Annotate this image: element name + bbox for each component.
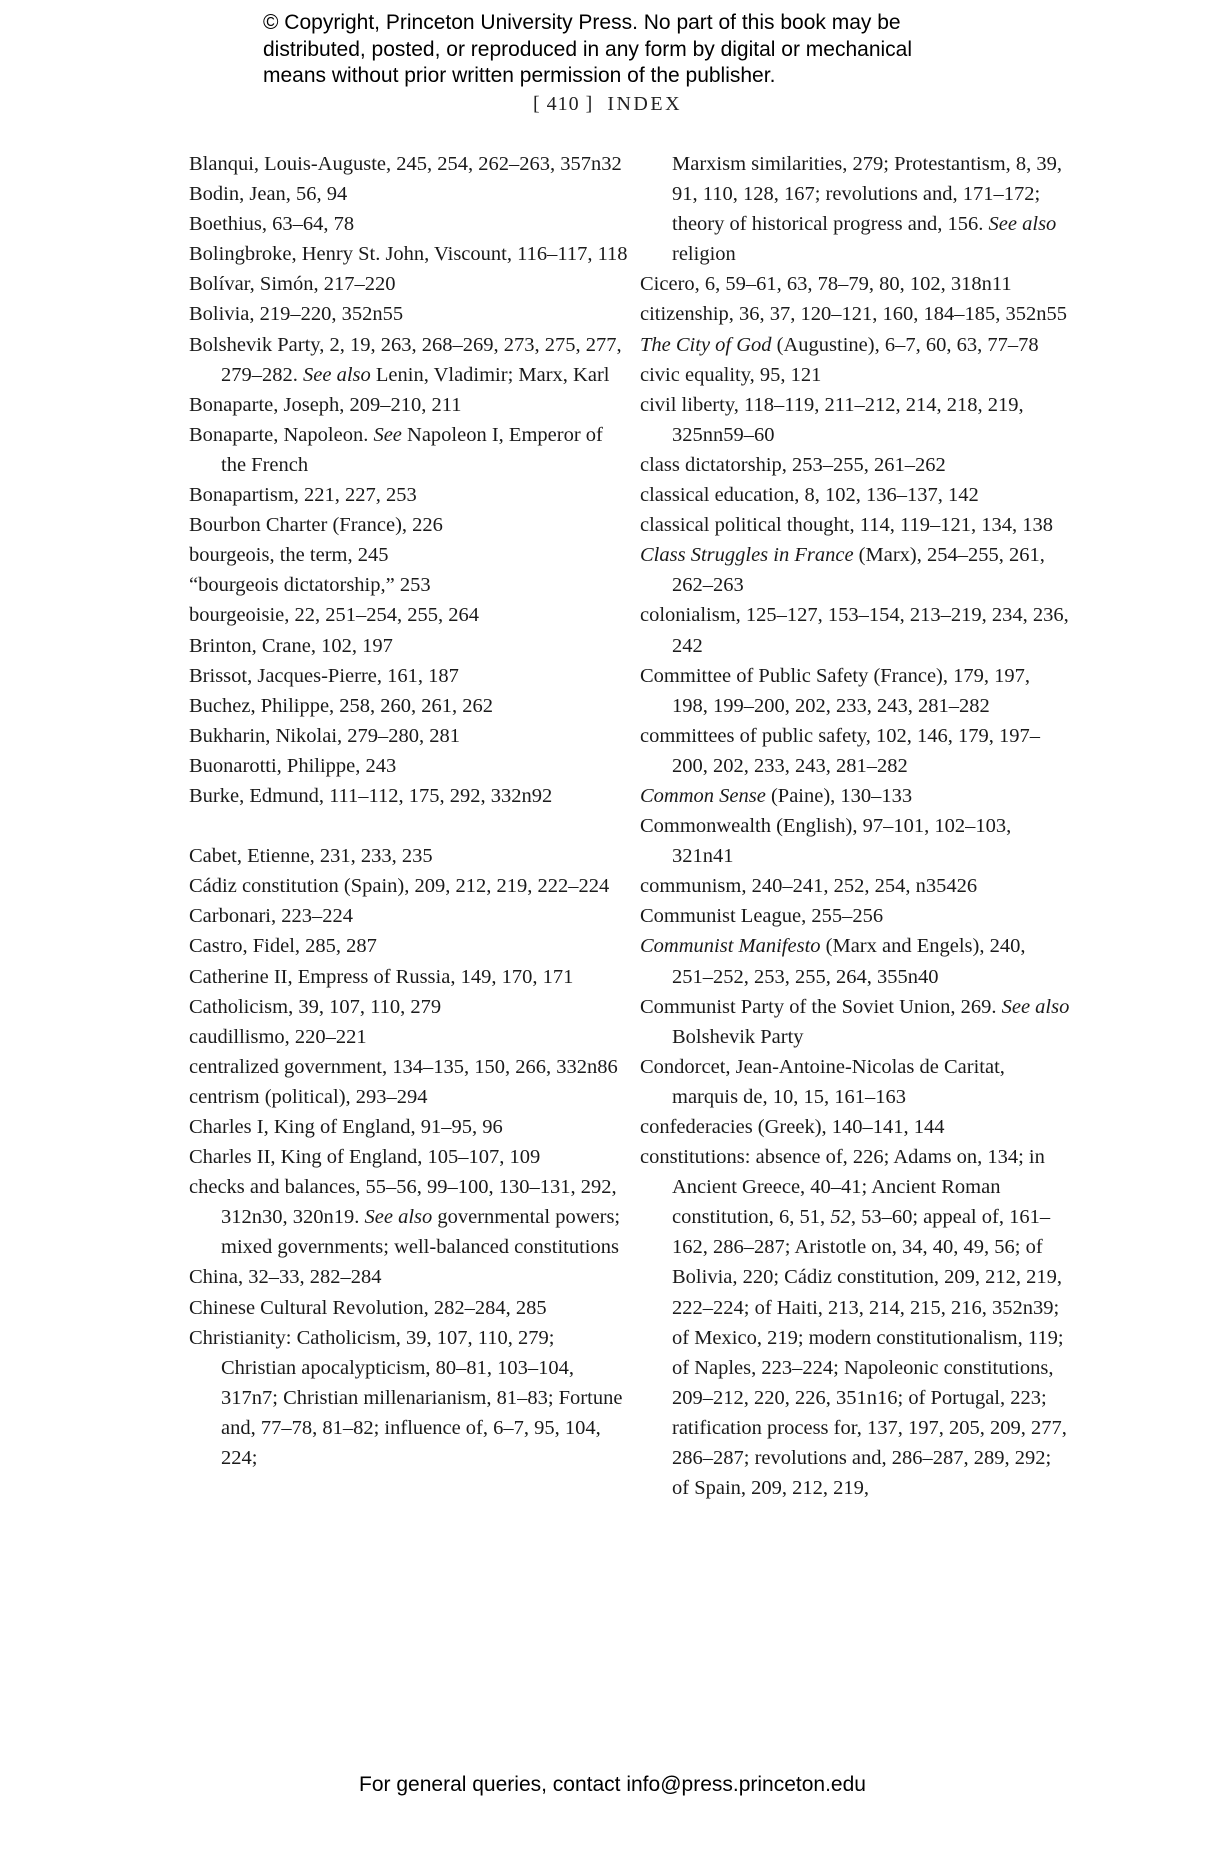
entry-text: Bonaparte, Joseph, 209–210, 211 — [189, 393, 462, 416]
footer-contact: For general queries, contact info@press.princeton.edu — [359, 1773, 866, 1796]
entry-text: Carbonari, 223–224 — [189, 905, 353, 928]
index-column-left — [189, 149, 629, 1473]
entry-text: China, 32–33, 282–284 — [189, 1266, 382, 1289]
entry-italic-text: 52 — [830, 1206, 851, 1229]
index-entry — [189, 841, 629, 871]
entry-text: constitutions: absence of, 226; Adams on, 134; in Ancient Greece, 40–41; Ancient Roman constitution, 6, 51, — [640, 1146, 1045, 1229]
entry-text: Bukharin, Nikolai, 279–280, 281 — [189, 724, 461, 747]
entry-text: class dictatorship, 253–255, 261–262 — [640, 453, 946, 476]
running-header — [533, 93, 682, 116]
index-entry — [189, 751, 629, 781]
index-entry — [640, 1112, 1070, 1142]
index-entry — [640, 1052, 1070, 1112]
index-entry — [189, 1172, 629, 1262]
index-entry — [189, 901, 629, 931]
index-entry — [189, 721, 629, 751]
index-column-right — [640, 149, 1070, 1503]
index-entry — [189, 1022, 629, 1052]
index-entry — [640, 360, 1070, 390]
index-entry — [189, 1323, 629, 1473]
entry-text: bourgeois, the term, 245 — [189, 544, 389, 567]
entry-text: Bonapartism, 221, 227, 253 — [189, 484, 417, 507]
entry-text: Bolivia, 219–220, 352n55 — [189, 303, 404, 326]
index-entry — [189, 1142, 629, 1172]
entry-text: Cabet, Etienne, 231, 233, 235 — [189, 845, 433, 868]
index-entry — [189, 992, 629, 1022]
entry-text: Lenin, Vladimir; Marx, Karl — [370, 363, 610, 386]
index-entry — [189, 931, 629, 961]
index-entry — [189, 631, 629, 661]
index-entry — [189, 600, 629, 630]
index-entry — [189, 1082, 629, 1112]
index-entry — [189, 179, 629, 209]
index-entry — [189, 1052, 629, 1082]
index-entry — [640, 540, 1070, 600]
entry-text: Castro, Fidel, 285, 287 — [189, 935, 377, 958]
index-entry — [189, 962, 629, 992]
entry-text: Blanqui, Louis-Auguste, 245, 254, 262–263, 357n32 — [189, 153, 622, 175]
entry-text: Burke, Edmund, 111–112, 175, 292, 332n92 — [189, 784, 553, 807]
index-entry — [640, 992, 1070, 1052]
index-entry — [189, 570, 629, 600]
entry-text: Catholicism, 39, 107, 110, 279 — [189, 995, 442, 1018]
entry-text: Buonarotti, Philippe, 243 — [189, 754, 397, 777]
entry-text: Bolshevik Party — [672, 1025, 804, 1048]
index-entry — [189, 691, 629, 721]
section-title: INDEX — [607, 93, 683, 115]
index-entry — [640, 330, 1070, 360]
entry-text: Bolingbroke, Henry St. John, Viscount, 116–117, 118 — [189, 243, 628, 266]
letter-group-gap — [189, 811, 629, 841]
index-entry — [189, 420, 629, 480]
index-entry-continued — [640, 149, 1070, 269]
entry-text: colonialism, 125–127, 153–154, 213–219, 234, 236, 242 — [640, 604, 1069, 657]
entry-text: Communist League, 255–256 — [640, 905, 884, 928]
entry-text: classical political thought, 114, 119–121, 134, 138 — [640, 514, 1053, 537]
entry-text: religion — [672, 243, 736, 266]
page-number: [ 410 ] — [533, 93, 594, 115]
index-entry — [640, 510, 1070, 540]
index-entry — [189, 1293, 629, 1323]
index-entry — [189, 1262, 629, 1292]
entry-text: checks and balances, 55–56, 99–100, 130–131, 292, 312n30, 320n19. — [189, 1176, 617, 1229]
index-entry — [640, 480, 1070, 510]
entry-text: Bolívar, Simón, 217–220 — [189, 273, 396, 296]
entry-text: communism, 240–241, 252, 254, n35426 — [640, 875, 978, 898]
index-entry — [189, 510, 629, 540]
entry-text: Christianity: Catholicism, 39, 107, 110, 279; Christian apocalypticism, 80–81, 103–104, 317n7; Christian millenarianism, 81–83; Fortune and, 77–78, 81–82; influence of, 6–7, 95, 104, 224; — [189, 1326, 623, 1470]
entry-italic-text: See also — [988, 213, 1057, 236]
entry-text: Napoleon I, Emperor of the French — [221, 423, 603, 476]
entry-text: Cicero, 6, 59–61, 63, 78–79, 80, 102, 318n11 — [640, 273, 1012, 296]
entry-text: Commonwealth (English), 97–101, 102–103, 321n41 — [640, 815, 1012, 868]
entry-italic-text: The City of God — [640, 333, 772, 356]
index-entry — [189, 540, 629, 570]
entry-text: civil liberty, 118–119, 211–212, 214, 218, 219, 325nn59–60 — [640, 393, 1024, 446]
entry-italic-text: See also — [364, 1206, 433, 1229]
entry-text: civic equality, 95, 121 — [640, 363, 822, 386]
index-entry — [640, 1142, 1070, 1503]
entry-text: Bonaparte, Napoleon. — [189, 423, 374, 446]
index-entry — [640, 931, 1070, 991]
index-entry — [189, 871, 629, 901]
entry-text: citizenship, 36, 37, 120–121, 160, 184–185, 352n55 — [640, 303, 1068, 326]
index-entry — [189, 299, 629, 329]
entry-italic-text: Communist Manifesto — [640, 935, 821, 958]
entry-text: classical education, 8, 102, 136–137, 142 — [640, 484, 979, 507]
entry-text: Cádiz constitution (Spain), 209, 212, 219, 222–224 — [189, 875, 610, 898]
index-entry — [640, 269, 1070, 299]
index-entry — [640, 450, 1070, 480]
index-entry — [189, 781, 629, 811]
entry-text: Bolshevik Party, 2, 19, 263, 268–269, 273, 275, 277, 279–282. — [189, 333, 622, 386]
entry-text: Charles II, King of England, 105–107, 109 — [189, 1146, 541, 1169]
entry-text: confederacies (Greek), 140–141, 144 — [640, 1116, 945, 1138]
index-entry — [640, 390, 1070, 450]
entry-text: Chinese Cultural Revolution, 282–284, 285 — [189, 1296, 547, 1319]
copyright-notice — [263, 10, 1023, 90]
entry-italic-text: See also — [1001, 995, 1070, 1018]
entry-text: Bourbon Charter (France), 226 — [189, 514, 443, 537]
entry-text: Boethius, 63–64, 78 — [189, 213, 355, 236]
entry-text: caudillismo, 220–221 — [189, 1025, 367, 1048]
index-entry — [640, 600, 1070, 660]
entry-text: , 53–60; appeal of, 161–162, 286–287; Aristotle on, 34, 40, 49, 56; of Bolivia, 220; Cádiz constitution, 209, 212, 219, 222–224; of Haiti, 213, 214, 215, 216, 352n39; of Mexico, 219; modern constitutionalism, 119; of Naples, 223–224; Napoleonic constitutions, 209–212, 220, 226, 351n16; of Portugal, 223; ratification process for, 137, 197, 205, 209, 277, 286–287; revolutions and, 286–287, 289, 292; of Spain, 209, 212, 219, — [672, 1206, 1067, 1500]
index-entry — [189, 390, 629, 420]
entry-italic-text: See — [373, 423, 402, 446]
index-entry — [189, 330, 629, 390]
entry-text: bourgeoisie, 22, 251–254, 255, 264 — [189, 604, 480, 627]
entry-italic-text: Class Struggles in France — [640, 544, 854, 567]
entry-text: Condorcet, Jean-Antoine-Nicolas de Caritat, marquis de, 10, 15, 161–163 — [640, 1055, 1005, 1108]
copyright-line: © Copyright, Princeton University Press. No part of this book may be — [263, 11, 901, 34]
entry-text: (Marx and Engels), 240, 251–252, 253, 255, 264, 355n40 — [672, 935, 1026, 988]
entry-italic-text: Common Sense — [640, 784, 766, 807]
index-entry — [189, 1112, 629, 1142]
index-entry — [189, 661, 629, 691]
entry-text: Brissot, Jacques-Pierre, 161, 187 — [189, 664, 459, 687]
index-entry — [640, 299, 1070, 329]
entry-text: Buchez, Philippe, 258, 260, 261, 262 — [189, 694, 494, 717]
entry-text: centralized government, 134–135, 150, 266, 332n86 — [189, 1055, 618, 1078]
entry-text: Bodin, Jean, 56, 94 — [189, 183, 348, 206]
index-entry — [640, 901, 1070, 931]
index-entry — [189, 149, 629, 179]
entry-text: Committee of Public Safety (France), 179, 197, 198, 199–200, 202, 233, 243, 281–282 — [640, 664, 1030, 717]
copyright-line: means without prior written permission of the publisher. — [263, 64, 776, 87]
entry-text: committees of public safety, 102, 146, 179, 197–200, 202, 233, 243, 281–282 — [640, 724, 1041, 777]
entry-text: governmental powers; mixed governments; well-balanced constitutions — [221, 1206, 621, 1259]
index-entry — [189, 209, 629, 239]
entry-text: Catherine II, Empress of Russia, 149, 170, 171 — [189, 965, 574, 988]
entry-text: Communist Party of the Soviet Union, 269. — [640, 995, 1002, 1018]
index-entry — [189, 480, 629, 510]
entry-italic-text: See also — [303, 363, 371, 386]
entry-text: (Paine), 130–133 — [765, 784, 913, 807]
index-entry — [640, 871, 1070, 901]
index-entry — [640, 781, 1070, 811]
index-entry — [189, 269, 629, 299]
index-entry — [640, 661, 1070, 721]
index-entry — [189, 239, 629, 269]
index-entry — [640, 721, 1070, 781]
entry-text: “bourgeois dictatorship,” 253 — [189, 574, 431, 597]
entry-text: (Augustine), 6–7, 60, 63, 77–78 — [771, 333, 1039, 356]
entry-text: (Marx), 254–255, 261, 262–263 — [672, 544, 1045, 597]
index-entry — [640, 811, 1070, 871]
entry-text: centrism (political), 293–294 — [189, 1085, 428, 1108]
entry-text: Marxism similarities, 279; Protestantism, 8, 39, 91, 110, 128, 167; revolutions and, 171–172; theory of historical progress and, 156. — [672, 153, 1063, 236]
entry-text: Brinton, Crane, 102, 197 — [189, 634, 393, 657]
copyright-line: distributed, posted, or reproduced in any form by digital or mechanical — [263, 37, 913, 61]
entry-text: Charles I, King of England, 91–95, 96 — [189, 1116, 503, 1138]
